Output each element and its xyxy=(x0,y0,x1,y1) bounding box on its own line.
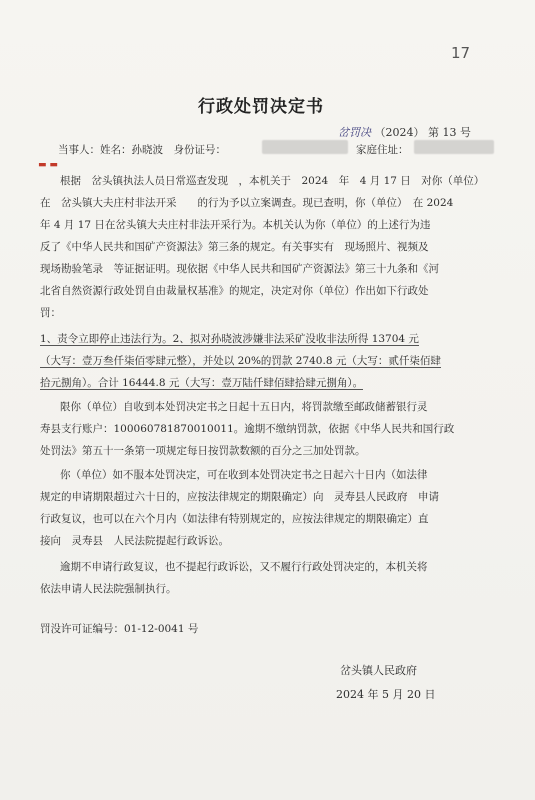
party-line xyxy=(58,142,226,157)
redacted-id-number xyxy=(262,140,348,154)
body-line: 处罚法》第五十一条第一项规定每日按罚款数额的百分之三加处罚款。 xyxy=(40,445,366,457)
penalty-line: （大写：壹万叁仟柒佰零肆元整），并处以 20%的罚款 2740.8 元（大写：贰仟柒佰肆 xyxy=(40,355,441,367)
body-line: 规定的申请期限超过六十日的，应按法律规定的期限确定）向 灵寿县人民政府 申请 xyxy=(40,491,439,503)
redacted-address xyxy=(414,140,494,154)
red-mark: ▬ ▬ xyxy=(38,160,58,170)
penalty-line: 拾元捌角）。合计 16444.8 元（大写：壹万陆仟肆佰肆拾肆元捌角）。 xyxy=(40,377,364,389)
body-line: 年 4 月 17 日在岔头镇大夫庄村非法开采行为。本机关认为你（单位）的上述行为违 xyxy=(40,219,431,231)
body-line: 寿县支行账户：100060781870010011。逾期不缴纳罚款，依据《中华人民共和国行政 xyxy=(40,423,455,435)
penalty-line: 1、责令立即停止违法行为。2、拟对孙晓波涉嫌非法采矿没收非法所得 13704 元 xyxy=(40,333,419,345)
doc-no-handwritten: 岔罚决 xyxy=(338,126,371,139)
document-title: 行政处罚决定书 xyxy=(198,97,324,117)
body-line: 在 岔头镇大夫庄村非法开采 的行为予以立案调查。现已查明，你（单位） 在 2024 xyxy=(40,197,454,209)
body-line: 逾期不申请行政复议，也不提起行政诉讼，又不履行行政处罚决定的，本机关将 xyxy=(60,561,428,573)
issuer-name: 岔头镇人民政府 xyxy=(340,664,417,677)
body-line: 行政复议，也可以在六个月内（如法律有特别规定的，应按法律规定的期限确定）直 xyxy=(40,513,429,525)
body-line: 根据 岔头镇执法人员日常巡查发现 ，本机关于 2024 年 4 月 17 日 对你（单位） xyxy=(60,175,485,187)
body-line: 现场勘验笔录 等证据证明。现依据《中华人民共和国矿产资源法》第三十九条和《河 xyxy=(40,263,439,275)
doc-no-number: 第 13 号 xyxy=(428,126,471,139)
license-number: 罚没许可证编号：01-12-0041 号 xyxy=(40,623,199,635)
body-line: 依法申请人民法院强制执行。 xyxy=(40,583,177,595)
address-label: 家庭住址： xyxy=(356,144,409,156)
body-line: 限你（单位）自收到本处罚决定书之日起十五日内，将罚款缴至邮政储蓄银行灵 xyxy=(60,401,428,413)
body-line: 你（单位）如不服本处罚决定，可在收到本处罚决定书之日起六十日内（如法律 xyxy=(60,469,428,481)
body-line: 反了《中华人民共和国矿产资源法》第三条的规定。有关事实有 现场照片、视频及 xyxy=(40,241,429,253)
body-line: 北省自然资源行政处罚自由裁量权基准》的规定，决定对你（单位）作出如下行政处 xyxy=(40,285,429,297)
doc-no-year: （2024） xyxy=(374,126,425,139)
party-label: 当事人：姓名：孙晓波 身份证号： xyxy=(58,144,226,156)
page-number: 17 xyxy=(451,44,471,62)
body-line: 罚： xyxy=(40,307,61,319)
issue-date: 2024 年 5 月 20 日 xyxy=(336,688,436,701)
document-number xyxy=(338,124,471,140)
body-line: 接向 灵寿县 人民法院提起行政诉讼。 xyxy=(40,535,229,547)
